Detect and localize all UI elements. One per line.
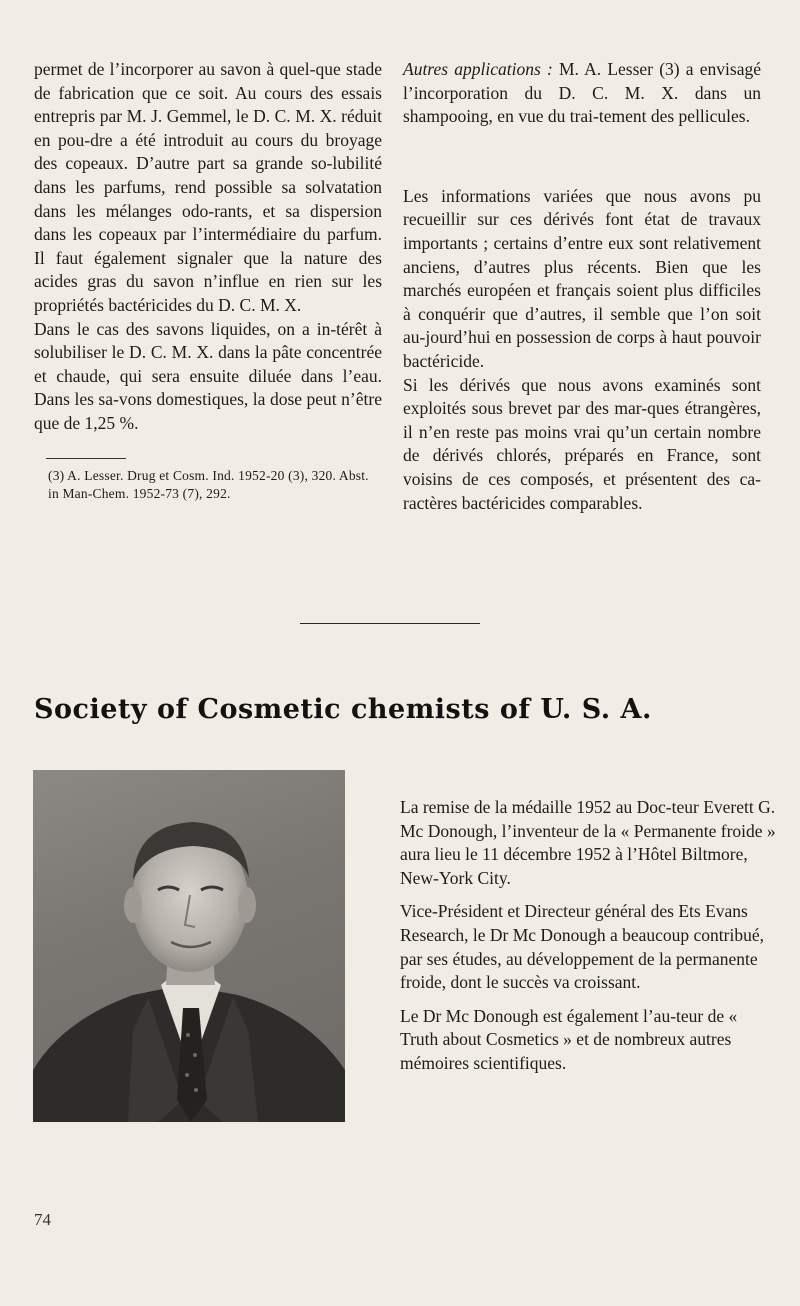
bio-paragraph-1: La remise de la médaille 1952 au Doc-teur Everett G. Mc Donough, l’inventeur de la « Permanente froide » aura lieu le 11 décembre 1952 à l’Hôtel Biltmore, New-York City. (400, 797, 776, 888)
left-paragraph-2: Dans le cas des savons liquides, on a in-térêt à solubiliser le D. C. M. X. dans la pâte concentrée et chaude, qui sera ensuite diluée dans l’eau. Dans les sa-vons domestiques, la dose peut n’être que de 1,25 %. (34, 318, 382, 433)
footnote-divider (46, 458, 126, 459)
left-paragraph-1: permet de l’incorporer au savon à quel-que stade de fabrication que ce soit. Au cours des essais entrepris par M. J. Gemmel, le D. C. M. X. réduit en pou-dre a été introduit au cours du broyage des copeaux. D’autre part sa grande so-lubilité dans les parfums, rend possible sa solvatation dans les mélanges odo-rants, et sa dispersion dans les copeaux par l’intermédiaire du parfum. Il faut également signaler que la nature des acides gras du savon n’influe en rien sur les propriétés bactéricides du D. C. M. X. (34, 59, 382, 315)
applications-lead: Autres applications : (403, 59, 553, 79)
page-number: 74 (34, 1210, 51, 1229)
left-column (34, 58, 382, 504)
right-paragraph-1 (403, 58, 761, 129)
section-divider (300, 623, 480, 624)
footnote: (3) A. Lesser. Drug et Cosm. Ind. 1952-20 (3), 320. Abst. in Man-Chem. 1952-73 (7), 292. (48, 467, 369, 501)
bio-paragraph-2: Vice-Président et Directeur général des Ets Evans Research, le Dr Mc Donough a beaucoup contribué, par ses études, au développement de la permanente froide, dont le succès va croissant. (400, 901, 764, 993)
right-column (403, 58, 761, 515)
applications-text: M. A. Lesser (3) a envisagé l’incorporation du D. C. M. X. dans un shampooing, en vue du trai-tement des pellicules. (403, 59, 761, 127)
portrait-photo (33, 770, 345, 1122)
section-heading: Society of Cosmetic chemists of U. S. A. (34, 694, 652, 725)
biography (400, 796, 776, 1086)
bio-paragraph-3: Le Dr Mc Donough est également l’au-teur de « Truth about Cosmetics » et de nombreux autres mémoires scientifiques. (400, 1005, 738, 1073)
right-paragraph-3: Si les dérivés que nous avons examinés sont exploités sous brevet par des mar-ques étrangères, il n’en reste pas moins vrai qu’un certain nombre de dérivés chlorés, préparés en France, sont voisins de ces composés, et présentent des ca-ractères bactéricides comparables. (403, 374, 761, 513)
right-paragraph-2: Les informations variées que nous avons pu recueillir sur ces dérivés font état de travaux importants ; certains d’entre eux sont relativement anciens, d’autres plus récents. Bien que les marchés européen et français soient plus difficiles à conquérir que d’autres, il semble que l’on soit au-jourd’hui en possession de corps à haut pouvoir bactéricide. (403, 185, 761, 371)
